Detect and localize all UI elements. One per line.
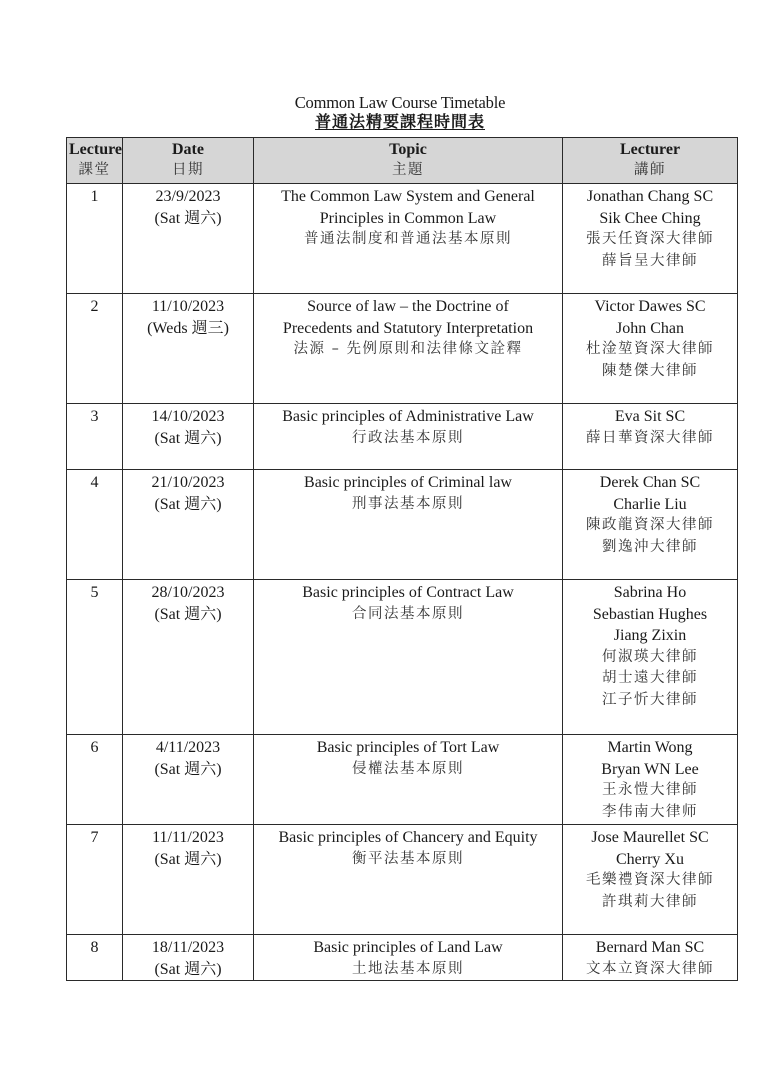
lecturer-name-zh: 李伟南大律师 bbox=[602, 803, 698, 820]
timetable bbox=[66, 137, 738, 981]
lecturer-name-zh: 薛日華資深大律師 bbox=[586, 429, 714, 446]
lecture-day: (Sat 週六) bbox=[154, 760, 222, 778]
lecturer-name-en: Jose Maurellet SC bbox=[591, 829, 709, 846]
lecture-day: (Sat 週六) bbox=[154, 495, 222, 513]
lecture-number: 6 bbox=[90, 739, 99, 756]
lecturer-name-zh: 江子忻大律師 bbox=[602, 691, 698, 708]
topic-en-line: Basic principles of Administrative Law bbox=[282, 408, 534, 425]
lecturer-name-zh: 許琪莉大律師 bbox=[602, 893, 698, 910]
topic-en-line: The Common Law System and General bbox=[281, 188, 535, 205]
topic-zh: 普通法制度和普通法基本原則 bbox=[304, 231, 512, 247]
cell-lecturer bbox=[563, 580, 738, 735]
cell-date bbox=[123, 735, 254, 825]
header-lecture-en: Lecture bbox=[69, 141, 123, 158]
cell-topic bbox=[254, 404, 563, 470]
topic-en-line: Precedents and Statutory Interpretation bbox=[282, 319, 534, 337]
topic-en-line: Source of law – the Doctrine of bbox=[307, 298, 509, 315]
lecture-number: 1 bbox=[90, 188, 99, 205]
document-title-block bbox=[0, 93, 771, 133]
topic-zh: 侵權法基本原則 bbox=[352, 760, 464, 777]
header-topic-zh: 主題 bbox=[392, 162, 424, 178]
cell-date bbox=[123, 825, 254, 935]
lecture-date: 11/10/2023 bbox=[151, 298, 225, 315]
cell-date bbox=[123, 184, 254, 294]
lecturer-name-en: Jiang Zixin bbox=[613, 627, 687, 644]
lecture-day: (Weds 週三) bbox=[147, 319, 229, 337]
lecture-date: 11/11/2023 bbox=[152, 829, 224, 846]
topic-zh: 法源 – 先例原則和法律條文詮釋 bbox=[293, 341, 523, 357]
lecture-day: (Sat 週六) bbox=[154, 429, 222, 447]
header-topic bbox=[254, 138, 563, 184]
lecture-number: 4 bbox=[90, 474, 99, 491]
lecturer-name-en: Sebastian Hughes bbox=[592, 605, 708, 623]
topic-en-line: Principles in Common Law bbox=[319, 209, 497, 227]
lecturer-name-zh: 胡士遠大律師 bbox=[602, 670, 698, 686]
cell-topic bbox=[254, 184, 563, 294]
cell-date bbox=[123, 580, 254, 735]
header-date bbox=[123, 138, 254, 184]
topic-en-line: Basic principles of Contract Law bbox=[302, 584, 514, 601]
lecturer-name-en: Cherry Xu bbox=[616, 850, 684, 868]
title-chinese: 普通法精要課程時間表 bbox=[314, 114, 485, 131]
cell-lecturer bbox=[563, 404, 738, 470]
header-lecture-zh: 課堂 bbox=[78, 162, 111, 178]
header-lecturer bbox=[563, 138, 738, 184]
cell-topic bbox=[254, 825, 563, 935]
topic-en-line: Basic principles of Tort Law bbox=[316, 739, 500, 756]
cell-date bbox=[123, 935, 254, 981]
lecturer-name-en: Eva Sit SC bbox=[614, 408, 686, 425]
lecture-number: 8 bbox=[90, 939, 99, 956]
lecture-date: 21/10/2023 bbox=[151, 474, 225, 491]
lecturer-name-en: John Chan bbox=[616, 319, 684, 337]
lecture-number: 2 bbox=[90, 298, 99, 315]
table-row bbox=[67, 470, 738, 580]
timetable-body bbox=[67, 184, 738, 981]
lecturer-name-en: Derek Chan SC bbox=[599, 474, 701, 491]
cell-lecturer bbox=[563, 825, 738, 935]
table-row bbox=[67, 580, 738, 735]
lecturer-name-zh: 王永愷大律師 bbox=[602, 782, 698, 798]
cell-topic bbox=[254, 470, 563, 580]
lecture-date: 18/11/2023 bbox=[151, 939, 225, 956]
lecturer-name-zh: 陳政龍資深大律師 bbox=[586, 517, 714, 533]
cell-topic bbox=[254, 735, 563, 825]
lecturer-name-zh: 陳楚傑大律師 bbox=[602, 362, 698, 379]
cell-lecturer bbox=[563, 294, 738, 404]
cell-topic bbox=[254, 935, 563, 981]
header-lecture bbox=[67, 138, 123, 184]
cell-date bbox=[123, 404, 254, 470]
lecturer-name-en: Bernard Man SC bbox=[595, 939, 705, 956]
lecture-date: 23/9/2023 bbox=[155, 188, 221, 205]
cell-lecturer bbox=[563, 470, 738, 580]
cell-topic bbox=[254, 580, 563, 735]
lecturer-name-en: Martin Wong bbox=[607, 739, 693, 756]
table-row bbox=[67, 825, 738, 935]
topic-zh: 衡平法基本原則 bbox=[352, 850, 464, 867]
topic-en-line: Basic principles of Chancery and Equity bbox=[278, 829, 538, 846]
lecture-date: 4/11/2023 bbox=[155, 739, 221, 756]
lecturer-name-zh: 張天任資深大律師 bbox=[586, 231, 714, 247]
topic-zh: 合同法基本原則 bbox=[352, 605, 464, 622]
header-lecturer-en: Lecturer bbox=[619, 141, 681, 158]
header-date-en: Date bbox=[172, 141, 204, 158]
lecturer-name-en: Sik Chee Ching bbox=[599, 209, 701, 227]
header-date-zh: 日期 bbox=[172, 162, 204, 178]
cell-lecture bbox=[67, 294, 123, 404]
cell-lecturer bbox=[563, 184, 738, 294]
lecture-number: 5 bbox=[90, 584, 99, 601]
lecturer-name-en: Jonathan Chang SC bbox=[586, 188, 714, 205]
cell-lecture bbox=[67, 470, 123, 580]
lecture-number: 3 bbox=[90, 408, 99, 425]
lecture-day: (Sat 週六) bbox=[154, 209, 222, 227]
cell-lecture bbox=[67, 184, 123, 294]
table-row bbox=[67, 735, 738, 825]
cell-lecture bbox=[67, 935, 123, 981]
cell-lecture bbox=[67, 580, 123, 735]
cell-lecture bbox=[67, 735, 123, 825]
header-row bbox=[67, 138, 738, 184]
topic-zh: 土地法基本原則 bbox=[352, 960, 464, 977]
lecture-date: 14/10/2023 bbox=[151, 408, 225, 425]
lecture-day: (Sat 週六) bbox=[154, 960, 222, 978]
topic-en-line: Basic principles of Land Law bbox=[313, 939, 503, 956]
lecture-day: (Sat 週六) bbox=[154, 605, 222, 623]
cell-lecture bbox=[67, 404, 123, 470]
topic-en-line: Basic principles of Criminal law bbox=[304, 474, 512, 491]
lecturer-name-zh: 杜淦堃資深大律師 bbox=[586, 341, 714, 357]
lecturer-name-en: Charlie Liu bbox=[613, 495, 687, 513]
header-lecturer-zh: 講師 bbox=[634, 162, 666, 178]
lecturer-name-zh: 毛樂禮資深大律師 bbox=[586, 872, 714, 888]
lecturer-name-en: Bryan WN Lee bbox=[601, 760, 699, 778]
cell-lecturer bbox=[563, 935, 738, 981]
cell-topic bbox=[254, 294, 563, 404]
title-english: Common Law Course Timetable bbox=[294, 93, 506, 112]
table-row bbox=[67, 935, 738, 981]
cell-lecturer bbox=[563, 735, 738, 825]
lecture-date: 28/10/2023 bbox=[151, 584, 225, 601]
table-row bbox=[67, 294, 738, 404]
header-topic-en: Topic bbox=[389, 141, 427, 158]
lecture-number: 7 bbox=[90, 829, 99, 846]
table-row bbox=[67, 184, 738, 294]
lecture-day: (Sat 週六) bbox=[154, 850, 222, 868]
cell-date bbox=[123, 294, 254, 404]
cell-lecture bbox=[67, 825, 123, 935]
lecturer-name-zh: 薛旨呈大律師 bbox=[602, 252, 698, 269]
table-row bbox=[67, 404, 738, 470]
lecturer-name-zh: 文本立資深大律師 bbox=[586, 960, 714, 977]
lecturer-name-zh: 何淑瑛大律師 bbox=[602, 648, 698, 665]
topic-zh: 刑事法基本原則 bbox=[352, 495, 464, 512]
topic-zh: 行政法基本原則 bbox=[352, 429, 464, 446]
cell-date bbox=[123, 470, 254, 580]
lecturer-name-zh: 劉逸沖大律師 bbox=[602, 538, 698, 555]
lecturer-name-en: Victor Dawes SC bbox=[594, 298, 706, 315]
lecturer-name-en: Sabrina Ho bbox=[613, 584, 687, 601]
